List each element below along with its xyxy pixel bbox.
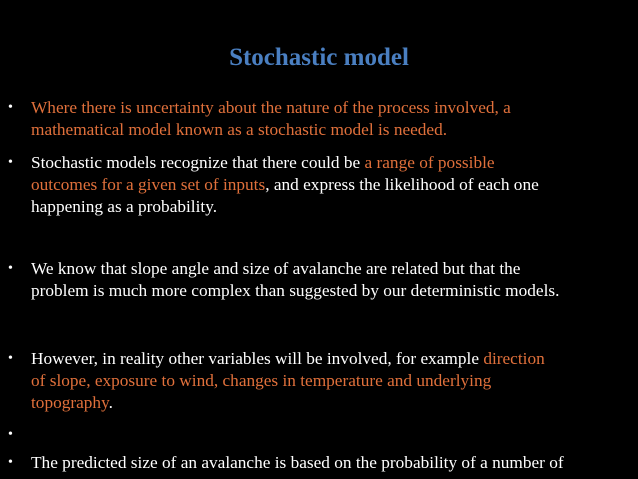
bullet-text xyxy=(31,452,635,474)
bullet-text xyxy=(31,152,635,218)
bullet-line xyxy=(31,174,635,196)
bullet-marker: • xyxy=(8,351,13,366)
bullet-marker: • xyxy=(8,155,13,170)
bullet-marker: • xyxy=(8,427,13,442)
text-segment: However, in reality other variables will be involved, for example xyxy=(31,349,484,368)
bullet-marker: • xyxy=(8,261,13,276)
bullet-line xyxy=(31,152,635,174)
highlighted-text: topography xyxy=(31,393,109,412)
bullet-text xyxy=(31,348,635,414)
bullet-line: We know that slope angle and size of avalanche are related but that the xyxy=(31,259,521,278)
text-segment: Stochastic models recognize that there could be xyxy=(31,153,365,172)
bullet-line: The predicted size of an avalanche is based on the probability of a number of xyxy=(31,453,564,472)
bullet-text xyxy=(31,97,635,141)
bullet-marker: • xyxy=(8,455,13,470)
bullet-line: happening as a probability. xyxy=(31,197,218,216)
bullet-line xyxy=(31,392,635,414)
bullet-line xyxy=(31,348,635,370)
bullet-line: problem is much more complex than suggested by our deterministic models. xyxy=(31,281,560,300)
slide-title: Stochastic model xyxy=(229,44,409,71)
bullet-text xyxy=(31,258,635,302)
bullet-line: of slope, exposure to wind, changes in temperature and underlying xyxy=(31,371,492,390)
highlighted-text: outcomes for a given set of inputs xyxy=(31,175,266,194)
bullet-marker: • xyxy=(8,100,13,115)
highlighted-text: a range of possible xyxy=(364,153,495,172)
bullet-line: Where there is uncertainty about the nature of the process involved, a xyxy=(31,98,511,117)
text-segment: . xyxy=(108,393,113,412)
bullet-line: mathematical model known as a stochastic model is needed. xyxy=(31,120,448,139)
text-segment: , and express the likelihood of each one xyxy=(265,175,539,194)
highlighted-text: direction xyxy=(483,349,545,368)
